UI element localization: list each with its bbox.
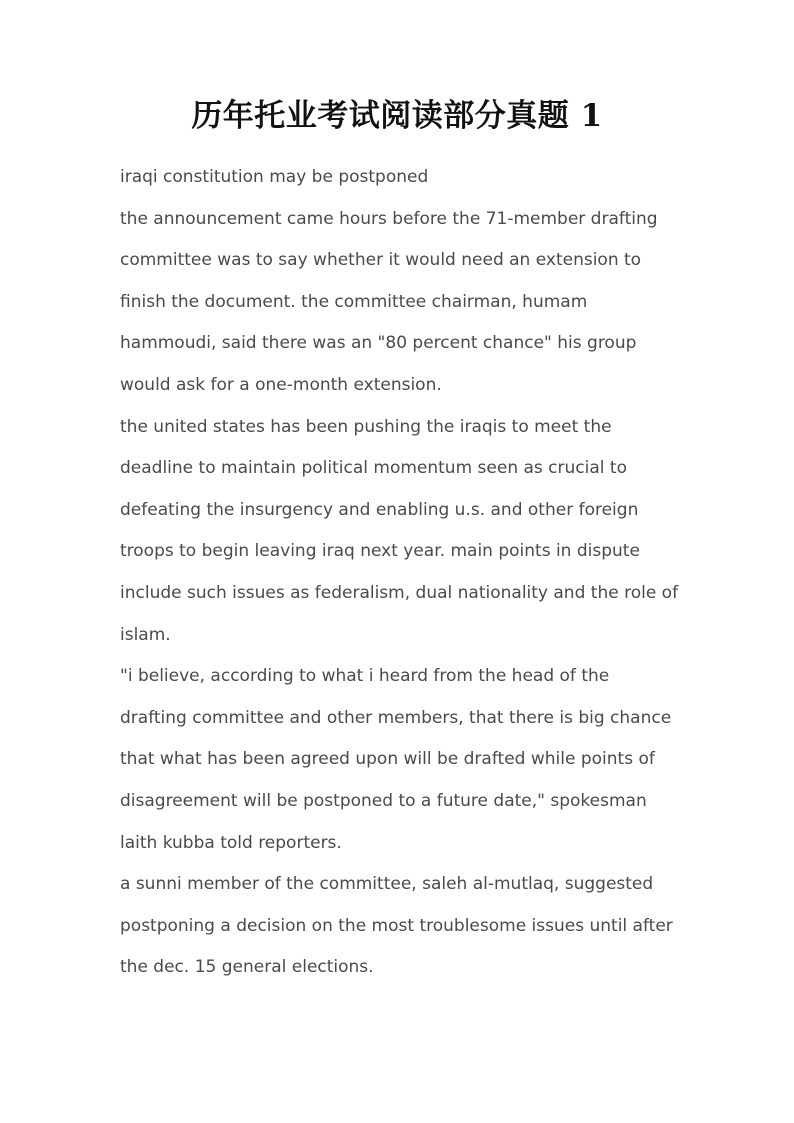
text-line: postponing a decision on the most troublesome issues until after [120, 915, 673, 936]
text-line: laith kubba told reporters. [120, 832, 342, 853]
text-line: islam. [120, 624, 171, 645]
text-line: that what has been agreed upon will be drafted while points of [120, 749, 655, 770]
text-line: deadline to maintain political momentum seen as crucial to [120, 458, 627, 479]
text-line: defeating the insurgency and enabling u.s. and other foreign [120, 499, 639, 520]
article-headline: iraqi constitution may be postponed [120, 167, 429, 187]
text-line: troops to begin leaving iraq next year. main points in dispute [120, 541, 640, 562]
page-title: 历年托业考试阅读部分真题 1 [191, 98, 603, 134]
article-body [120, 157, 680, 989]
text-line: the united states has been pushing the iraqis to meet the [120, 416, 612, 437]
text-line: drafting committee and other members, that there is big chance [120, 707, 672, 728]
text-line: a sunni member of the committee, saleh al-mutlaq, suggested [120, 874, 654, 895]
text-line: finish the document. the committee chairman, humam [120, 291, 588, 312]
text-line: include such issues as federalism, dual nationality and the role of [120, 582, 679, 603]
text-line: disagreement will be postponed to a future date," spokesman [120, 790, 647, 811]
text-line: the announcement came hours before the 71-member drafting [120, 208, 658, 229]
text-line: "i believe, according to what i heard from the head of the [120, 666, 610, 687]
text-line: committee was to say whether it would need an extension to [120, 250, 642, 271]
text-line: would ask for a one-month extension. [120, 374, 442, 395]
text-line: hammoudi, said there was an "80 percent chance" his group [120, 333, 637, 354]
text-line: the dec. 15 general elections. [120, 957, 374, 978]
